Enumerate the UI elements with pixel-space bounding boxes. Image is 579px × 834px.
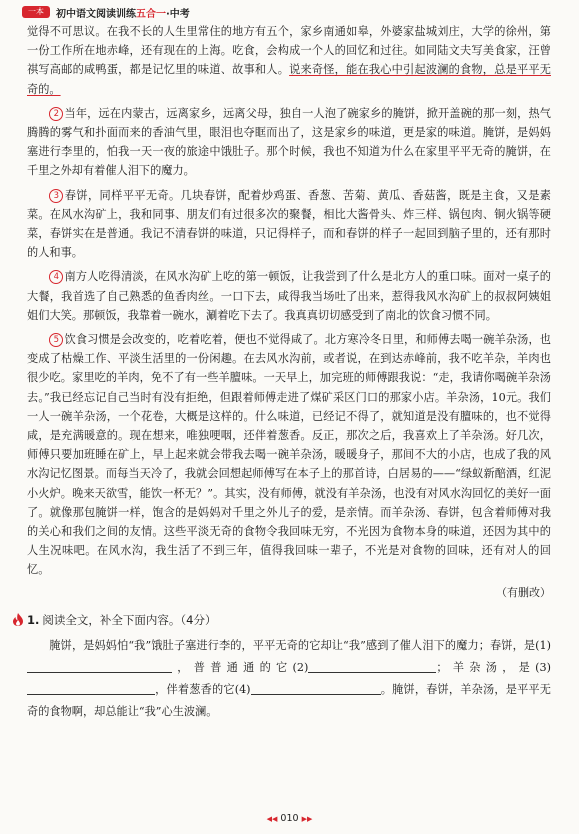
paragraph-number-5: 5: [49, 333, 63, 347]
left-arrows-icon: ◀◀: [266, 815, 278, 823]
series-badge: 一本: [22, 6, 50, 18]
paragraph-2-text: 当年，远在内蒙古，远离家乡，远离父母，独自一人泡了碗家乡的腌饼，掀开盖碗的那一刻，热气腾腾的雾气和扑面而来的香油气里，眼泪也夺眶而出了，这是家乡的味道，更是家的味道。腌饼，是妈妈塞进行李里的，怕我一天一夜的旅途中饿肚子。那个时候，我也不知道为什么在家里平平无奇的腌饼，在千里之外却有着催人泪下的魔力。: [27, 106, 551, 178]
question-number: 1.: [27, 612, 40, 627]
question-prompt: 阅读全文，补全下面内容。（4分）: [42, 612, 217, 627]
book-title: [56, 5, 190, 20]
right-arrows-icon: ▶▶: [301, 815, 313, 823]
page-number: 010: [280, 813, 299, 824]
question-text-5: 。腌饼，春饼，羊杂汤，是平平无奇的食物啊，却总能让“我”心生波澜。: [27, 682, 551, 718]
article-content: [27, 22, 551, 723]
answer-blank-3[interactable]: [27, 682, 155, 695]
question-text-3: ；羊杂汤，是(3): [436, 660, 551, 674]
paragraph-1-text: 觉得不可思议。在我不长的人生里常住的地方有五个，家乡南通如皋，外婆家盐城刘庄，大学的徐州，第一份工作所在地赤峰，还有现在的上海。吃食，会构成一个人的回忆和过往。如同陆文夫写美食家，汪曾祺写高邮的咸鸭蛋，都是记忆里的味道、故事和人。: [27, 25, 551, 77]
page-header: [0, 0, 579, 22]
book-title-main: 初中语文阅读训练: [56, 8, 136, 20]
paragraph-5-text: 饮食习惯是会改变的，吃着吃着，便也不觉得咸了。北方寒冷冬日里，和师傅去喝一碗羊杂汤，也变成了枯燥工作、平淡生活里的一份闲趣。在去风水沟前，或者说，在到达赤峰前，我不吃羊杂，羊肉也很少吃。家里吃的羊肉，免不了有一些羊膻味。一天早上，加完班的师傅跟我说：“走，我请你喝碗羊杂汤去。”我已经忘记自己当时有没有拒绝，但跟着师傅走进了煤矿采区门口的那家小店。羊杂汤，10元。我们一人一碗羊杂汤，一个花卷，大概是这样的。什么味道，已经记不得了，就知道是没有膻味的，也不觉得咸，是充满暖意的。现在想来，唯独哽咽，还伴着葱香。反正，那次之后，我喜欢上了羊杂汤。好几次，师傅只要加班睡在矿上，早上起来就会带我去喝一碗羊杂汤，暖暖身子，那间不大的小店，也成了我的风水沟记忆图景。而每当天冷了，我就会回想起师傅写在本子上的那首诗，白居易的——“绿蚁新醅酒，红泥小火炉。晚来天欲雪，能饮一杯无？”。其实，没有师傅，就没有羊杂汤，也没有对风水沟回忆的美好一面了。就像那包腌饼一样，饱含的是妈妈对千里之外儿子的爱，是亲情。而羊杂汤、春饼，包含着师傅对我的关心和我们之间的友情。这些平淡无奇的食物令我回味无穷，不光因为食物本身的味道，还因为其中的人生况味吧。在风水沟，我生活了不到三年，值得我回味一辈子，不光是对食物的回味，还有对人的回忆。: [27, 333, 551, 577]
paragraph-1-underlined: 说来奇怪，能在我心中引起波澜的食物，总是平平无奇的。: [27, 63, 551, 96]
question-text-2: ，普普通通的它(2): [172, 660, 309, 674]
paragraph-5: [27, 330, 551, 580]
answer-blank-2[interactable]: [308, 660, 436, 673]
paragraph-number-3: 3: [49, 189, 63, 203]
question-text-4: ，伴着葱香的它(4): [155, 682, 251, 696]
source-note: （有删改）: [496, 585, 551, 599]
paragraph-1: [27, 22, 551, 99]
flame-icon: [13, 613, 23, 626]
paragraph-2: [27, 104, 551, 181]
question-body: [27, 635, 551, 723]
answer-blank-4[interactable]: [251, 682, 381, 695]
page-footer: [0, 813, 579, 824]
book-title-accent: 五合一: [136, 8, 166, 20]
paragraph-4-text: 南方人吃得清淡，在风水沟矿上吃的第一顿饭，让我尝到了什么是北方人的重口味。面对一桌子的大餐，我首选了自己熟悉的鱼香肉丝。一口下去，咸得我当场吐了出来，惹得我风水沟矿上的叔叔阿姨姐姐们大笑。那顿饭，我靠着一碗水，涮着吃下去了。我真真切切感受到了南北的饮食习惯不同。: [27, 270, 551, 322]
paragraph-4: [27, 267, 551, 325]
paragraph-number-4: 4: [49, 270, 63, 284]
book-title-suffix: ·中考: [166, 8, 190, 20]
paragraph-3: [27, 186, 551, 263]
paragraph-number-2: 2: [49, 107, 63, 121]
paragraph-3-text: 春饼，同样平平无奇。几块春饼，配着炒鸡蛋、香葱、苦菊、黄瓜、香菇酱，既是主食，又是素菜。在风水沟矿上，我和同事、朋友们有过很多次的聚餐，相比大酱骨头、炸三样、锅包肉、铜火锅等硬菜，春饼实在是普通。我记不清春饼的味道，只记得样子，而和春饼的样子一起回到脑子里的，还有那时的人和事。: [27, 188, 551, 260]
question-heading: [13, 612, 551, 628]
question-text-1: 腌饼，是妈妈怕“我”饿肚子塞进行李的，平平无奇的它却让“我”感到了催人泪下的魔力；春饼，是(1): [49, 638, 551, 652]
answer-blank-1[interactable]: [27, 660, 172, 673]
